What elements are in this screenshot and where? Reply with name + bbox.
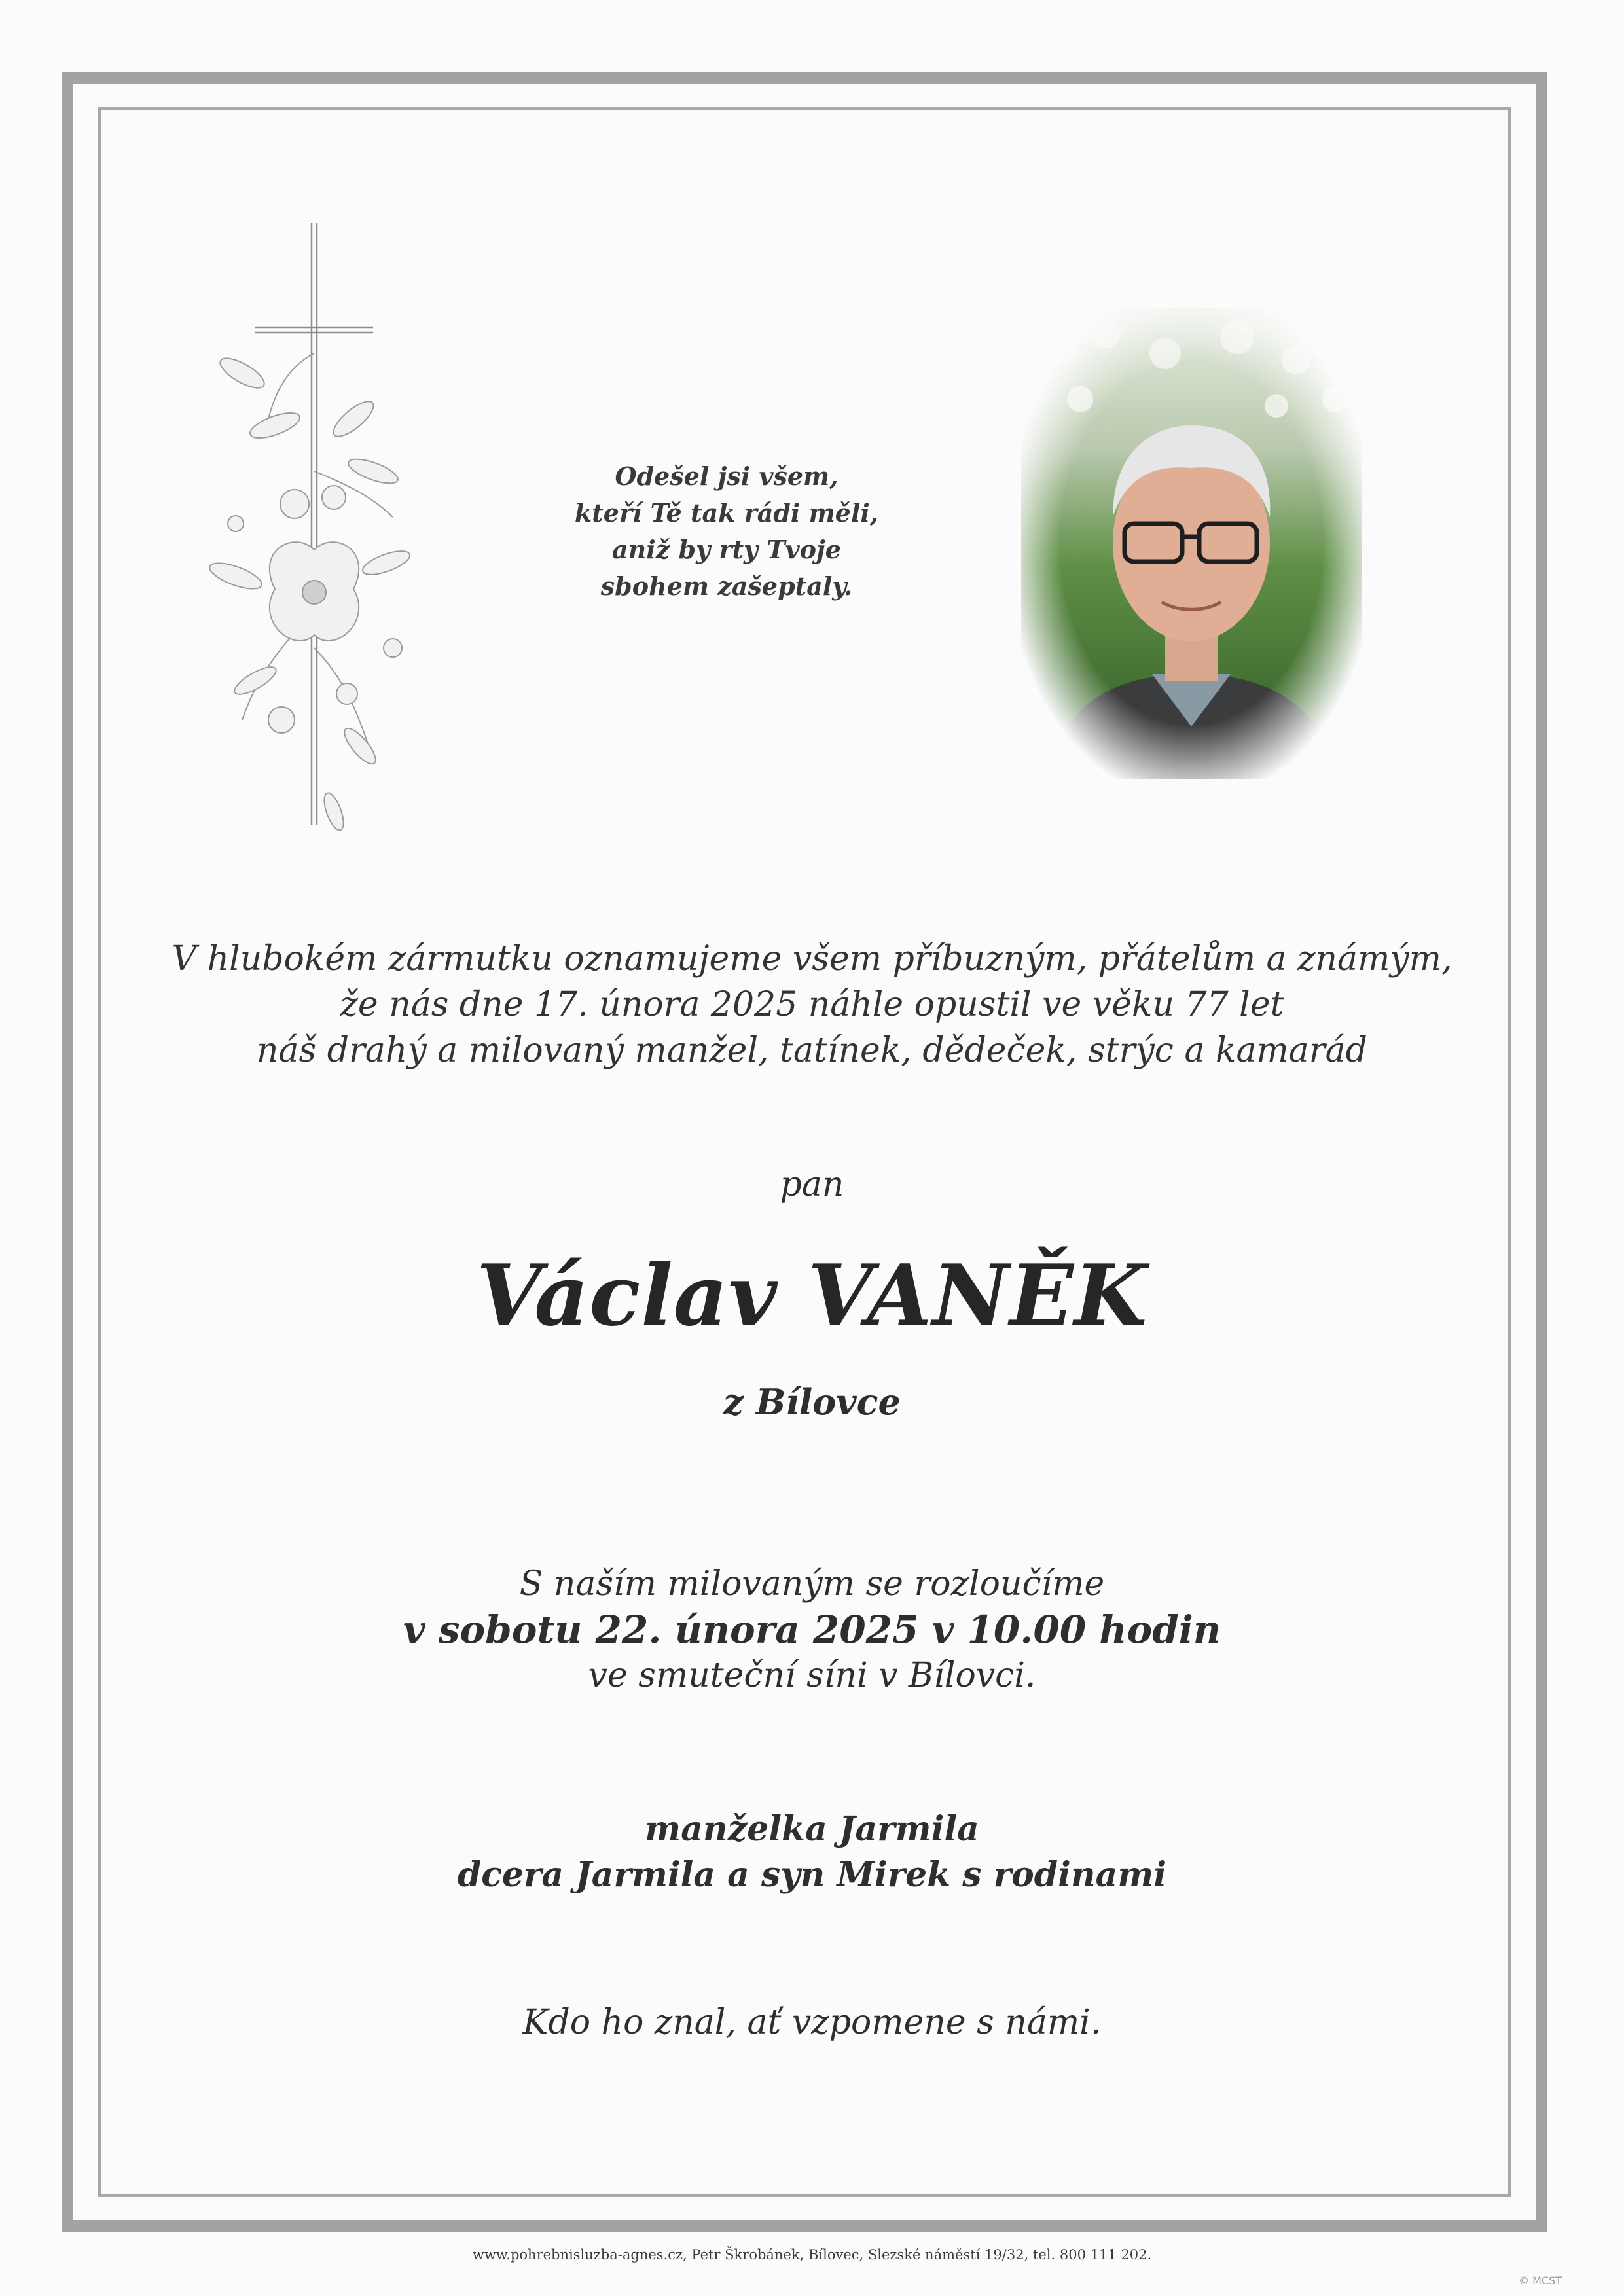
service-info (0, 1561, 1624, 1698)
verse-line: Odešel jsi všem, (615, 461, 839, 491)
deceased-name: Václav VANĚK (476, 1247, 1148, 1345)
mourner-line: dcera Jarmila a syn Mirek s rodinami (457, 1855, 1167, 1895)
service-date-time: v sobotu 22. února 2025 v 10.00 hodin (403, 1607, 1221, 1652)
service-line-1: S naším milovaným se rozloučíme (519, 1564, 1105, 1604)
verse-line: kteří Tě tak rádi měli, (574, 498, 879, 528)
motto: Kdo ho znal, ať vzpomene s námi. (522, 2003, 1102, 2042)
footer-mark: © MCST (1519, 2274, 1562, 2287)
verse-line: sbohem zašeptaly. (600, 571, 853, 601)
deceased-title: pan (780, 1165, 844, 1204)
announcement-line: V hlubokém zármutku oznamujeme všem příbuzným, přátelům a známým, (171, 939, 1453, 978)
announcement-line: náš drahý a milovaný manžel, tatínek, dědeček, strýc a kamarád (257, 1031, 1367, 1070)
announcement (0, 936, 1624, 1073)
footer-contact: www.pohrebnisluzba-agnes.cz, Petr Škrobánek, Bílovec, Slezské náměstí 19/32, tel. 800 111 202. (472, 2247, 1152, 2263)
cross-with-flowers-icon (177, 223, 425, 851)
service-place: ve smuteční síni v Bílovci. (588, 1656, 1036, 1695)
verse (517, 458, 936, 605)
announcement-line: že nás dne 17. února 2025 náhle opustil ve věku 77 let (340, 985, 1284, 1024)
mourner-line: manželka Jarmila (645, 1809, 979, 1849)
verse-line: aniž by rty Tvoje (612, 535, 841, 564)
deceased-origin: z Bílovce (723, 1381, 901, 1423)
portrait-photo (1021, 308, 1362, 779)
mourners (0, 1806, 1624, 1898)
